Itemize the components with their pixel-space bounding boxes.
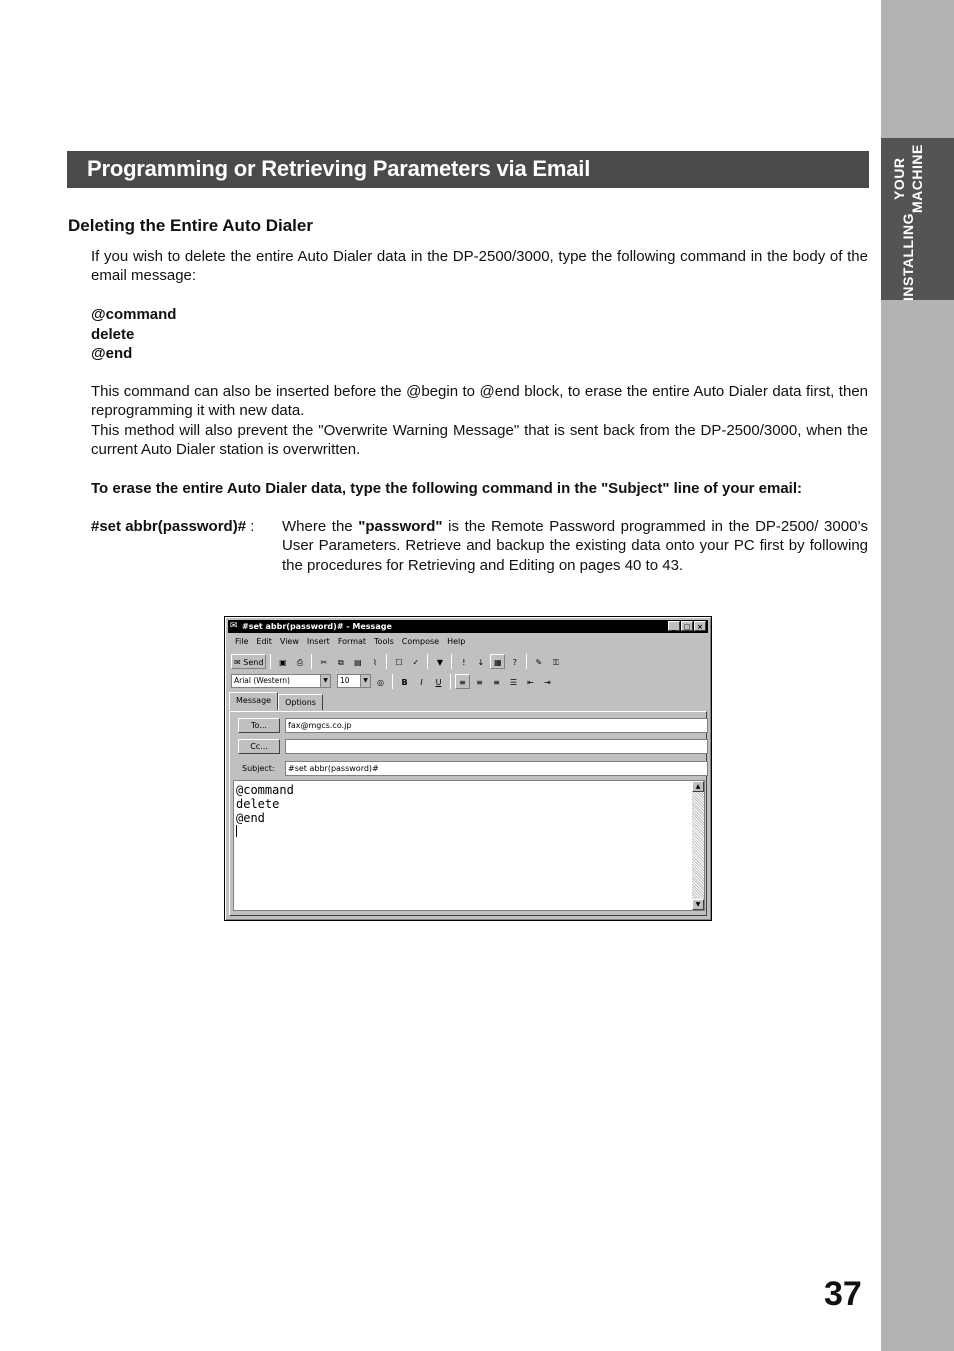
- maximize-icon[interactable]: □: [681, 621, 693, 631]
- set-command-label: #set abbr(password)#: [91, 518, 247, 535]
- toolbar-separator: [270, 654, 271, 669]
- align-center-icon[interactable]: ≡: [476, 677, 483, 687]
- text-caret: [236, 825, 237, 837]
- window-title-bar[interactable]: [228, 620, 708, 633]
- menu-insert[interactable]: Insert: [306, 637, 330, 646]
- sub-heading: Deleting the Entire Auto Dialer: [68, 216, 313, 235]
- command-line-2: delete: [91, 326, 135, 343]
- low-importance-icon[interactable]: ↓: [477, 657, 485, 667]
- scroll-down-icon[interactable]: ▼: [692, 899, 704, 910]
- increase-indent-icon[interactable]: ⇥: [544, 677, 551, 687]
- message-tabs: [229, 694, 323, 710]
- properties-icon[interactable]: ▦: [490, 654, 505, 669]
- font-value: Arial (Western): [234, 676, 290, 685]
- set-desc-post: is the Remote Password programmed in the DP-2500/ 3000’s User Parameters. Retrieve and backup the existing data onto your PC first by following the procedures for Retrieving and Editing on pages 40 to 43.: [282, 518, 868, 574]
- chevron-down-icon: ▼: [320, 675, 330, 687]
- underline-icon[interactable]: U: [435, 677, 442, 687]
- decrease-indent-icon[interactable]: ⇤: [527, 677, 534, 687]
- section-title-bar: [67, 151, 869, 188]
- send-label: Send: [243, 657, 264, 667]
- body-line: @end: [236, 811, 265, 825]
- help-icon[interactable]: ?: [512, 657, 518, 667]
- set-command: [91, 517, 254, 536]
- italic-icon[interactable]: I: [420, 677, 423, 687]
- copy-icon[interactable]: ⧉: [338, 657, 344, 667]
- chevron-down-icon: ▼: [360, 675, 370, 687]
- send-button[interactable]: [231, 654, 266, 669]
- font-select[interactable]: [231, 674, 331, 688]
- to-button[interactable]: To...: [238, 718, 280, 733]
- check-names-icon[interactable]: ✓: [412, 657, 420, 667]
- side-tab-line1: INSTALLING: [900, 213, 916, 302]
- font-size-select[interactable]: [337, 674, 371, 688]
- toolbar-separator: [386, 654, 387, 669]
- color-icon[interactable]: ◎: [377, 677, 384, 687]
- envelope-icon: ✉: [230, 621, 238, 631]
- menu-file[interactable]: File: [235, 637, 249, 646]
- tab-message[interactable]: Message: [229, 692, 278, 710]
- bullets-icon[interactable]: ☰: [509, 677, 518, 687]
- paragraph-2: This method will also prevent the "Overwrite Warning Message" that is sent back from the DP-2500/3000, when the current Auto Dialer station is overwritten.: [91, 422, 868, 459]
- page-number: 37: [824, 1275, 862, 1313]
- message-body-text: [236, 783, 294, 825]
- menu-edit[interactable]: Edit: [256, 637, 272, 646]
- font-size-value: 10: [340, 676, 350, 685]
- high-importance-icon[interactable]: !: [462, 657, 466, 667]
- cc-field[interactable]: [285, 739, 708, 754]
- scroll-up-icon[interactable]: ▲: [692, 781, 704, 792]
- side-tab-line2: YOUR MACHINE: [891, 144, 925, 214]
- vertical-scrollbar[interactable]: [692, 781, 704, 910]
- cut-icon[interactable]: ✂: [320, 657, 328, 667]
- menu-compose[interactable]: Compose: [401, 637, 440, 646]
- align-left-icon[interactable]: ≡: [455, 674, 470, 689]
- toolbar-separator: [427, 654, 428, 669]
- menu-help[interactable]: Help: [447, 637, 466, 646]
- save-icon[interactable]: ▣: [279, 657, 287, 667]
- paragraph-1: This command can also be inserted before the @begin to @end block, to erase the entire Auto Dialer data first, then reprogramming it with new data.: [91, 383, 868, 420]
- set-command-colon: :: [246, 518, 255, 535]
- toolbar-separator: [392, 674, 393, 689]
- menu-format[interactable]: Format: [337, 637, 367, 646]
- bold-icon[interactable]: B: [401, 677, 408, 687]
- close-icon[interactable]: ×: [694, 621, 706, 631]
- set-command-description: [282, 517, 868, 575]
- menu-tools[interactable]: Tools: [374, 637, 394, 646]
- toolbar-separator: [450, 674, 451, 689]
- cc-button[interactable]: Cc...: [238, 739, 280, 754]
- paste-icon[interactable]: ▤: [354, 657, 362, 667]
- formatting-toolbar: [231, 672, 555, 690]
- subject-instruction: To erase the entire Auto Dialer data, type the following command in the "Subject" line of your email:: [91, 480, 802, 497]
- menu-view[interactable]: View: [279, 637, 299, 646]
- flag-icon[interactable]: ▼: [436, 657, 443, 667]
- window-title: #set abbr(password)# - Message: [242, 622, 392, 631]
- menu-bar: [235, 637, 465, 646]
- body-line: @command: [236, 783, 294, 797]
- encrypt-icon[interactable]: ⚿: [552, 657, 559, 667]
- to-field[interactable]: fax@mgcs.co.jp: [285, 718, 708, 733]
- body-line: delete: [236, 797, 280, 811]
- subject-label: Subject:: [242, 764, 275, 773]
- sign-icon[interactable]: ✎: [535, 657, 543, 667]
- send-icon: ✉: [234, 657, 241, 667]
- set-desc-pre: Where the: [282, 518, 359, 535]
- window-controls: [668, 621, 706, 631]
- subject-field[interactable]: #set abbr(password)#: [285, 761, 708, 776]
- message-window: [224, 616, 712, 921]
- intro-paragraph: If you wish to delete the entire Auto Dialer data in the DP-2500/3000, type the following command in the body of the email message:: [91, 248, 868, 285]
- command-line-3: @end: [91, 345, 133, 362]
- address-book-icon[interactable]: ☐: [395, 657, 403, 667]
- attach-icon[interactable]: ⌇: [372, 657, 377, 667]
- section-title: Programming or Retrieving Parameters via Email: [87, 156, 591, 181]
- toolbar-separator: [311, 654, 312, 669]
- command-line-1: @command: [91, 306, 177, 323]
- message-body[interactable]: [233, 780, 705, 911]
- print-icon[interactable]: ⎙: [296, 657, 304, 667]
- tab-options[interactable]: Options: [278, 694, 323, 710]
- set-desc-bold: "password": [358, 518, 443, 535]
- toolbar-separator: [526, 654, 527, 669]
- standard-toolbar: [231, 652, 563, 670]
- toolbar-separator: [451, 654, 452, 669]
- align-right-icon[interactable]: ≡: [493, 677, 500, 687]
- side-tab-label: [888, 144, 928, 302]
- minimize-icon[interactable]: _: [668, 621, 680, 631]
